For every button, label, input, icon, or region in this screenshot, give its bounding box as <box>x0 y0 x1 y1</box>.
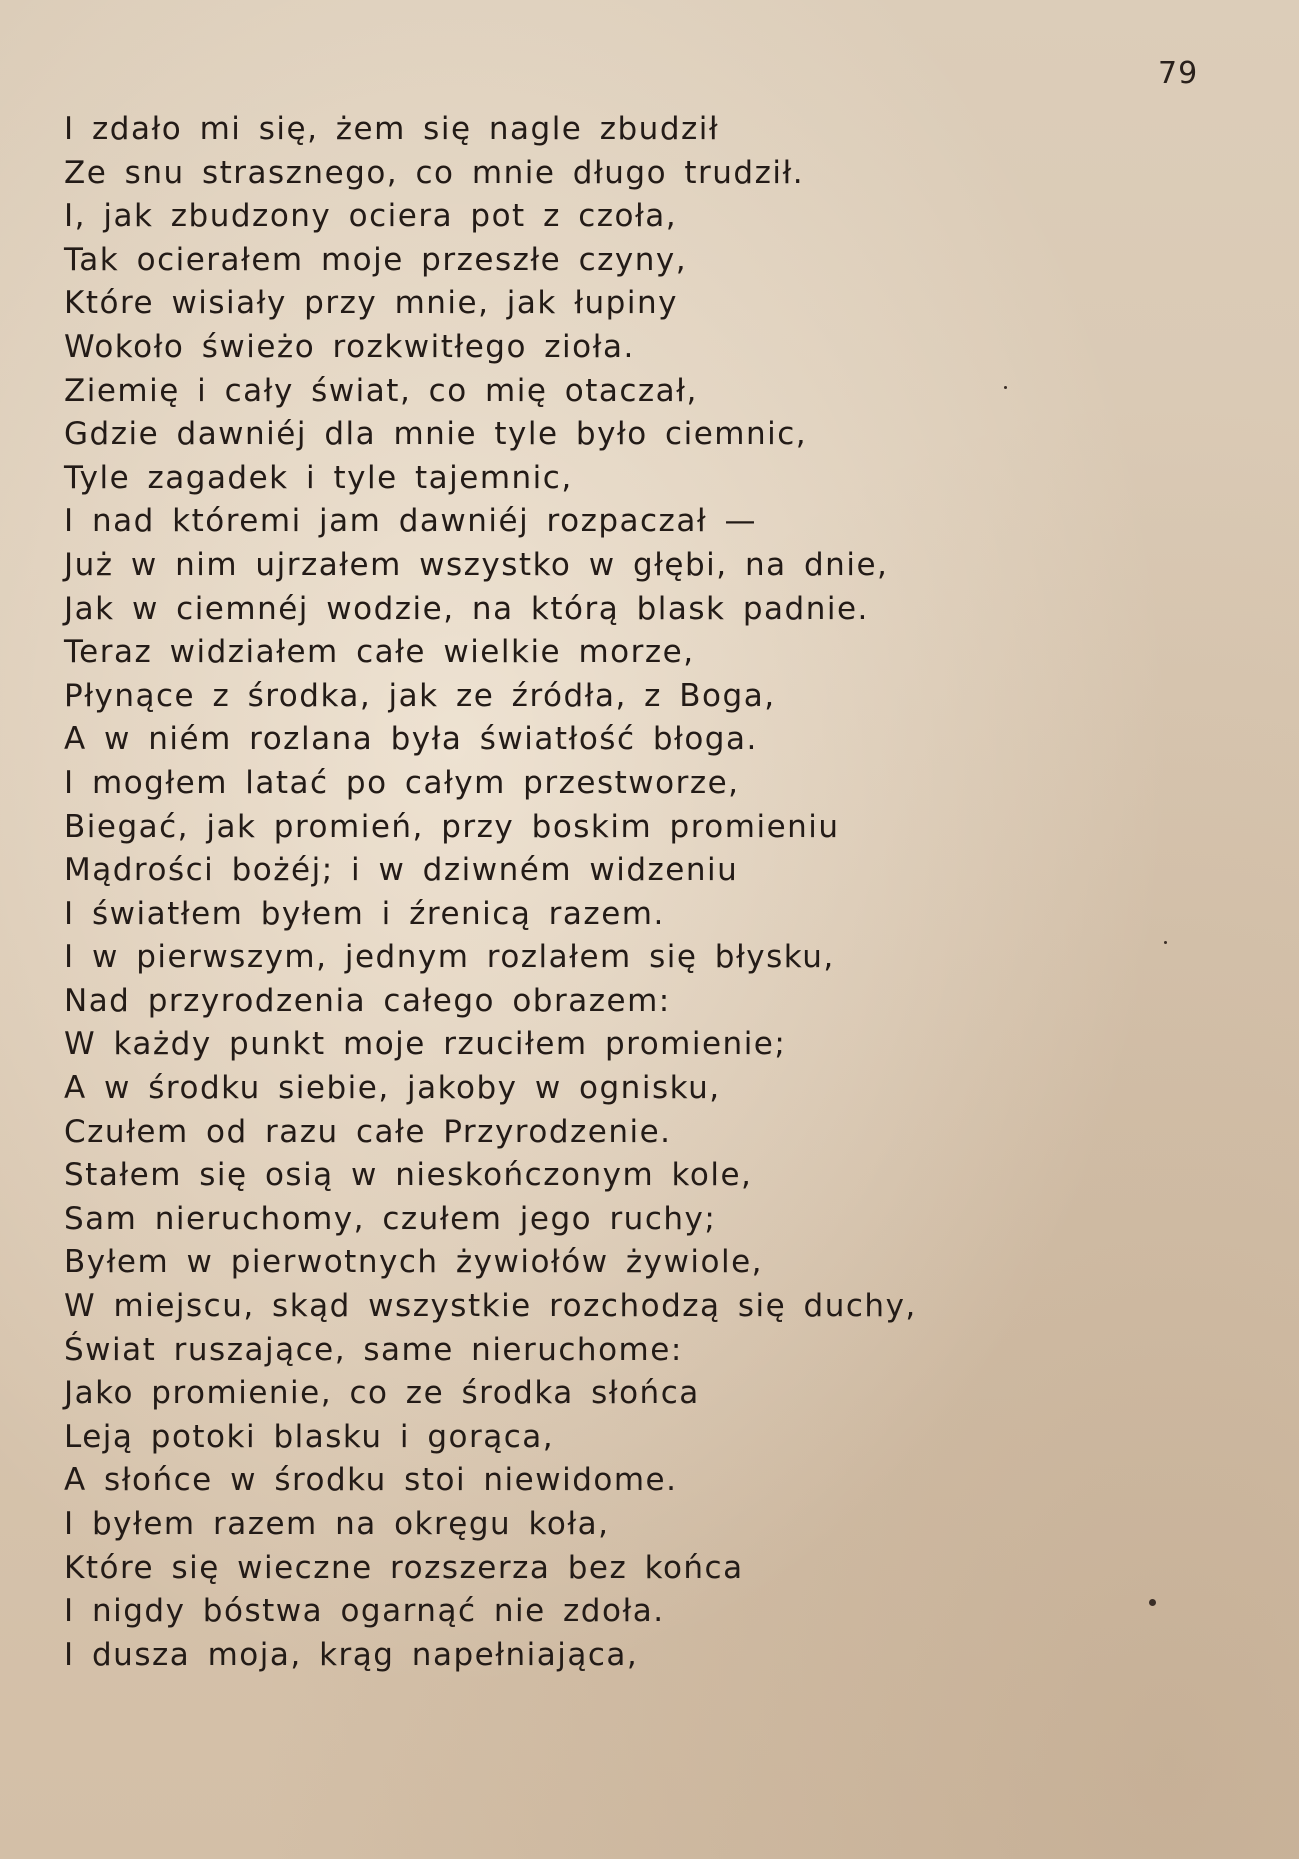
poem-line: Płynące z środka, jak ze źródła, z Boga, <box>64 677 776 714</box>
poem-line: I w pierwszym, jednym rozlałem się błysku, <box>64 939 835 976</box>
poem-line: Jak w ciemnéj wodzie, na którą blask padnie. <box>64 590 869 627</box>
poem-line: Biegać, jak promień, przy boskim promieniu <box>64 808 840 845</box>
poem-line: I, jak zbudzony ociera pot z czoła, <box>64 198 678 235</box>
poem-line: A słońce w środku stoi niewidome. <box>64 1462 678 1499</box>
poem-line: Leją potoki blasku i gorąca, <box>64 1418 555 1455</box>
poem-line: W miejscu, skąd wszystkie rozchodzą się duchy, <box>64 1288 917 1325</box>
poem-line: I nigdy bóstwa ogarnąć nie zdoła. <box>64 1593 665 1630</box>
poem-line: Nad przyrodzenia całego obrazem: <box>64 982 671 1019</box>
poem-line: I dusza moja, krąg napełniająca, <box>64 1636 639 1673</box>
poem-line: Mądrości bożéj; i w dziwném widzeniu <box>64 852 739 889</box>
poem-line: I mogłem latać po całym przestworze, <box>64 764 740 801</box>
poem-line: Czułem od razu całe Przyrodzenie. <box>64 1113 672 1150</box>
poem-line: A w środku siebie, jakoby w ognisku, <box>64 1070 721 1107</box>
poem-line: Ze snu strasznego, co mnie długo trudził. <box>64 154 805 191</box>
poem-line: W każdy punkt moje rzuciłem promienie; <box>64 1026 787 1063</box>
poem-line: I byłem razem na okręgu koła, <box>64 1506 610 1542</box>
poem-line: Sam nieruchomy, czułem jego ruchy; <box>64 1200 717 1237</box>
ink-speck <box>1149 1599 1156 1606</box>
poem-line: Wokoło świeżo rozkwitłego zioła. <box>64 328 635 365</box>
poem-line: Które wisiały przy mnie, jak łupiny <box>64 285 678 322</box>
poem-line: I światłem byłem i źrenicą razem. <box>64 895 665 932</box>
poem-text <box>64 108 917 1677</box>
ink-speck <box>1004 386 1007 389</box>
poem-line: I nad któremi jam dawniéj rozpaczał — <box>64 503 757 540</box>
poem-line: Stałem się osią w nieskończonym kole, <box>64 1157 753 1194</box>
poem-line: Teraz widziałem całe wielkie morze, <box>64 634 695 671</box>
poem-line: Ziemię i cały świat, co mię otaczał, <box>64 372 698 409</box>
poem-line: Tyle zagadek i tyle tajemnic, <box>64 459 573 496</box>
poem-line: I zdało mi się, żem się nagle zbudził <box>64 111 720 147</box>
poem-line: Już w nim ujrzałem wszystko w głębi, na dnie, <box>64 546 889 583</box>
poem-line: Świat ruszające, same nieruchome: <box>64 1331 683 1368</box>
poem-line: Jako promienie, co ze środka słońca <box>64 1375 700 1412</box>
poem-line: Tak ocierałem moje przeszłe czyny, <box>64 241 688 278</box>
poem-line: Które się wieczne rozszerza bez końca <box>64 1549 744 1586</box>
poem-line: Byłem w pierwotnych żywiołów żywiole, <box>64 1244 764 1281</box>
poem-line: Gdzie dawniéj dla mnie tyle było ciemnic, <box>64 416 808 453</box>
poem-line: A w niém rozlana była światłość błoga. <box>64 721 758 758</box>
page-number: 79 <box>1158 56 1199 91</box>
ink-speck <box>1164 941 1167 944</box>
